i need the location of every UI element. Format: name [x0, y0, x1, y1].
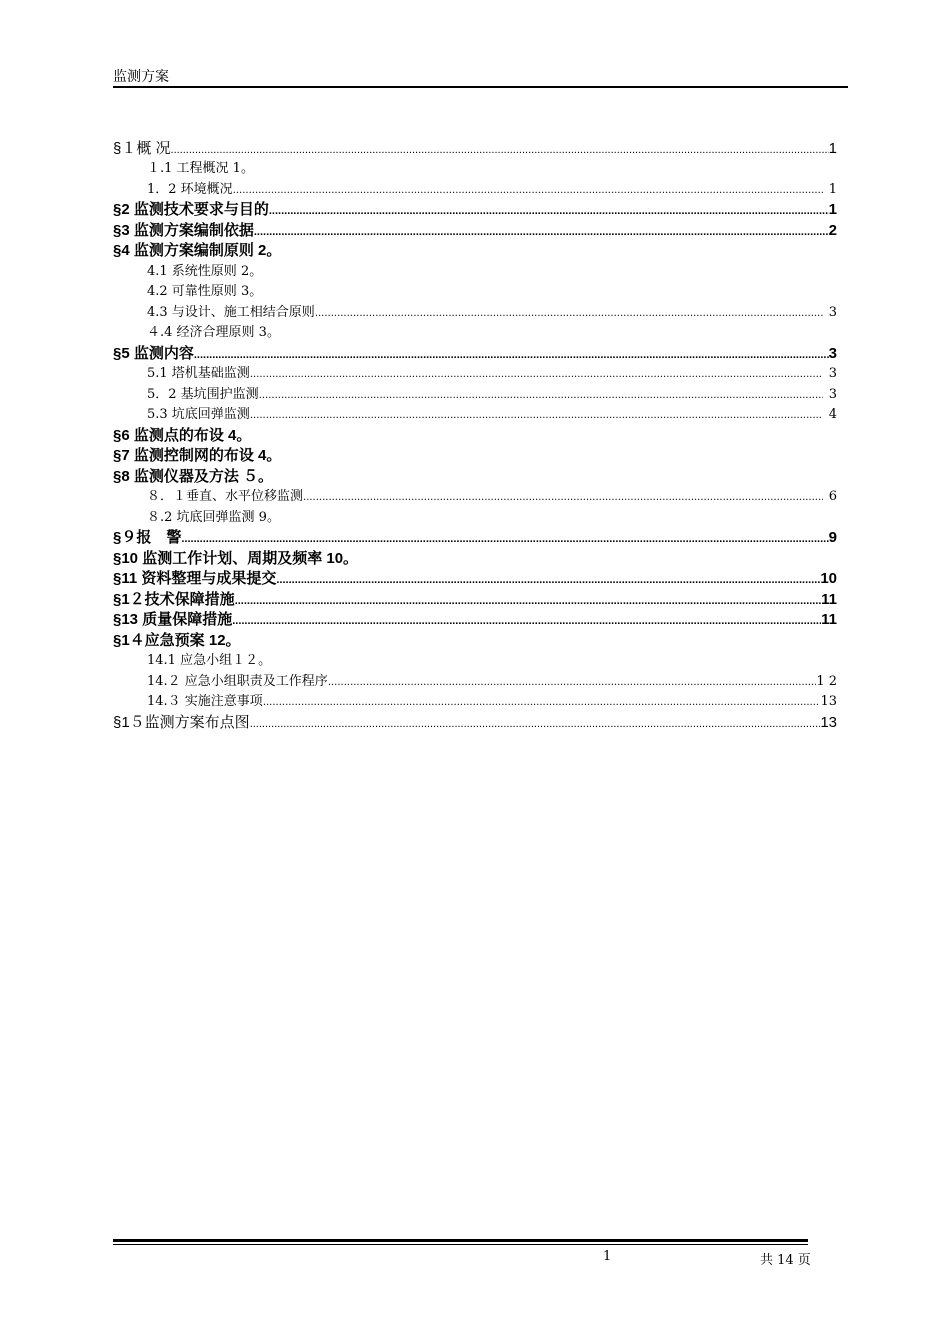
toc-entry-subsection[interactable]: [113, 487, 837, 508]
toc-entry-section[interactable]: [113, 343, 837, 364]
toc-entry-section[interactable]: [113, 630, 837, 651]
toc-dot-leader: [235, 592, 821, 610]
toc-entry-section[interactable]: [113, 548, 837, 569]
toc-entry-page: 13: [820, 694, 837, 709]
toc-entry-page: 3: [828, 344, 837, 362]
toc-entry-page: 6: [828, 489, 837, 504]
toc-entry-subsection[interactable]: [113, 384, 837, 405]
toc-entry-section[interactable]: [113, 425, 837, 446]
toc-entry-section[interactable]: [113, 241, 837, 262]
toc-entry-label: １.1 工程概况 1。: [147, 161, 254, 176]
toc-dot-leader: [328, 674, 817, 692]
toc-entry-page: 10: [820, 570, 837, 587]
toc-entry-label: 5.3 坑底回弹监测: [147, 407, 250, 422]
footer-total-pages: 共 14 页: [760, 1253, 811, 1268]
toc-entry-label: §2 监测技术要求与目的: [113, 201, 269, 218]
table-of-contents: [113, 138, 837, 733]
toc-entry-label: ４.4 经济合理原则 3。: [147, 325, 280, 340]
toc-dot-leader: [233, 182, 823, 200]
toc-dot-leader: [181, 530, 828, 548]
toc-entry-label: 1．2 环境概况: [147, 181, 233, 197]
toc-dot-leader: [250, 715, 821, 733]
toc-entry-subsection[interactable]: [113, 364, 837, 385]
footer-rule-thin: [113, 1244, 808, 1245]
toc-entry-section[interactable]: [113, 610, 837, 631]
toc-entry-label: 4.3 与设计、施工相结合原则: [147, 304, 315, 320]
toc-entry-label: §7 监测控制网的布设 4。: [113, 447, 282, 464]
toc-entry-section[interactable]: [113, 466, 837, 487]
toc-entry-subsection[interactable]: [113, 671, 837, 692]
toc-dot-leader: [254, 223, 829, 241]
footer-rule-thick: [113, 1239, 808, 1242]
toc-entry-label: 14.３ 实施注意事项: [147, 694, 263, 709]
toc-dot-leader: [250, 407, 823, 425]
toc-entry-page: 13: [820, 713, 837, 731]
toc-entry-page: 3: [828, 366, 837, 381]
toc-entry-label: §１概 况: [113, 139, 171, 157]
toc-entry-label: 5.1 塔机基础监测: [147, 366, 250, 381]
toc-entry-section[interactable]: [113, 220, 837, 241]
toc-entry-label: §5 监测内容: [113, 344, 194, 362]
toc-entry-subsection[interactable]: [113, 179, 837, 200]
toc-entry-label: §９报 警: [113, 529, 182, 546]
toc-entry-label: 14.２ 应急小组职责及工作程序: [147, 673, 328, 689]
toc-entry-page: 11: [821, 611, 837, 628]
toc-entry-subsection[interactable]: [113, 302, 837, 323]
toc-entry-label: 5．2 基坑围护监测: [147, 386, 259, 402]
toc-dot-leader: [232, 612, 821, 630]
toc-dot-leader: [276, 571, 820, 589]
toc-entry-page: 1: [828, 181, 837, 197]
toc-entry-subsection[interactable]: [113, 692, 837, 713]
toc-entry-label: 14.1 应急小组１２。: [147, 653, 272, 668]
toc-entry-page: 9: [828, 529, 837, 546]
toc-entry-section[interactable]: [113, 569, 837, 590]
toc-entry-label: §1４应急预案 12。: [113, 631, 241, 649]
toc-dot-leader: [259, 387, 823, 405]
toc-entry-page: 1: [828, 139, 837, 157]
toc-entry-page: 11: [821, 590, 837, 608]
toc-entry-label: §11 资料整理与成果提交: [113, 570, 277, 587]
toc-entry-label: 4.1 系统性原则 2。: [147, 263, 263, 279]
toc-entry-page: 3: [828, 386, 837, 402]
toc-dot-leader: [250, 366, 823, 384]
toc-entry-section[interactable]: [113, 200, 837, 221]
toc-entry-page: 3: [828, 304, 837, 320]
toc-entry-label: 4.2 可靠性原则 3。: [147, 284, 263, 299]
toc-entry-page: 1 2: [816, 673, 837, 689]
footer-page-number: 1: [603, 1249, 612, 1264]
toc-dot-leader: [171, 141, 829, 159]
toc-entry-subsection[interactable]: [113, 651, 837, 672]
toc-entry-subsection[interactable]: [113, 159, 837, 180]
toc-entry-section[interactable]: [113, 589, 837, 610]
toc-entry-label: §1５监测方案布点图: [113, 713, 250, 731]
page-header: [113, 66, 848, 88]
toc-entry-label: ８．１垂直、水平位移监测: [147, 489, 304, 504]
toc-entry-section[interactable]: [113, 712, 837, 733]
toc-entry-label: §10 监测工作计划、周期及频率 10。: [113, 549, 359, 567]
toc-dot-leader: [269, 202, 829, 220]
toc-entry-section[interactable]: [113, 446, 837, 467]
toc-entry-label: §4 监测方案编制原则 2。: [113, 242, 282, 259]
toc-dot-leader: [303, 489, 823, 507]
toc-entry-subsection[interactable]: [113, 507, 837, 528]
toc-entry-section[interactable]: [113, 138, 837, 159]
toc-dot-leader: [194, 346, 829, 364]
toc-entry-page: 1: [828, 201, 837, 218]
toc-entry-label: ８.2 坑底回弹监测 9。: [147, 509, 280, 525]
toc-entry-subsection[interactable]: [113, 282, 837, 303]
toc-entry-subsection[interactable]: [113, 323, 837, 344]
toc-entry-subsection[interactable]: [113, 405, 837, 426]
toc-dot-leader: [263, 694, 821, 712]
toc-entry-label: §6 监测点的布设 4。: [113, 426, 252, 444]
toc-entry-section[interactable]: [113, 528, 837, 549]
header-title: 监测方案: [113, 68, 169, 84]
toc-entry-label: §1２技术保障措施: [113, 590, 235, 608]
toc-entry-label: §13 质量保障措施: [113, 611, 233, 628]
toc-entry-page: 4: [828, 407, 837, 422]
toc-entry-subsection[interactable]: [113, 261, 837, 282]
toc-entry-label: §8 监测仪器及方法 ５。: [113, 467, 274, 485]
toc-dot-leader: [315, 305, 823, 323]
toc-entry-label: §3 监测方案编制依据: [113, 221, 254, 239]
toc-entry-page: 2: [828, 221, 837, 239]
